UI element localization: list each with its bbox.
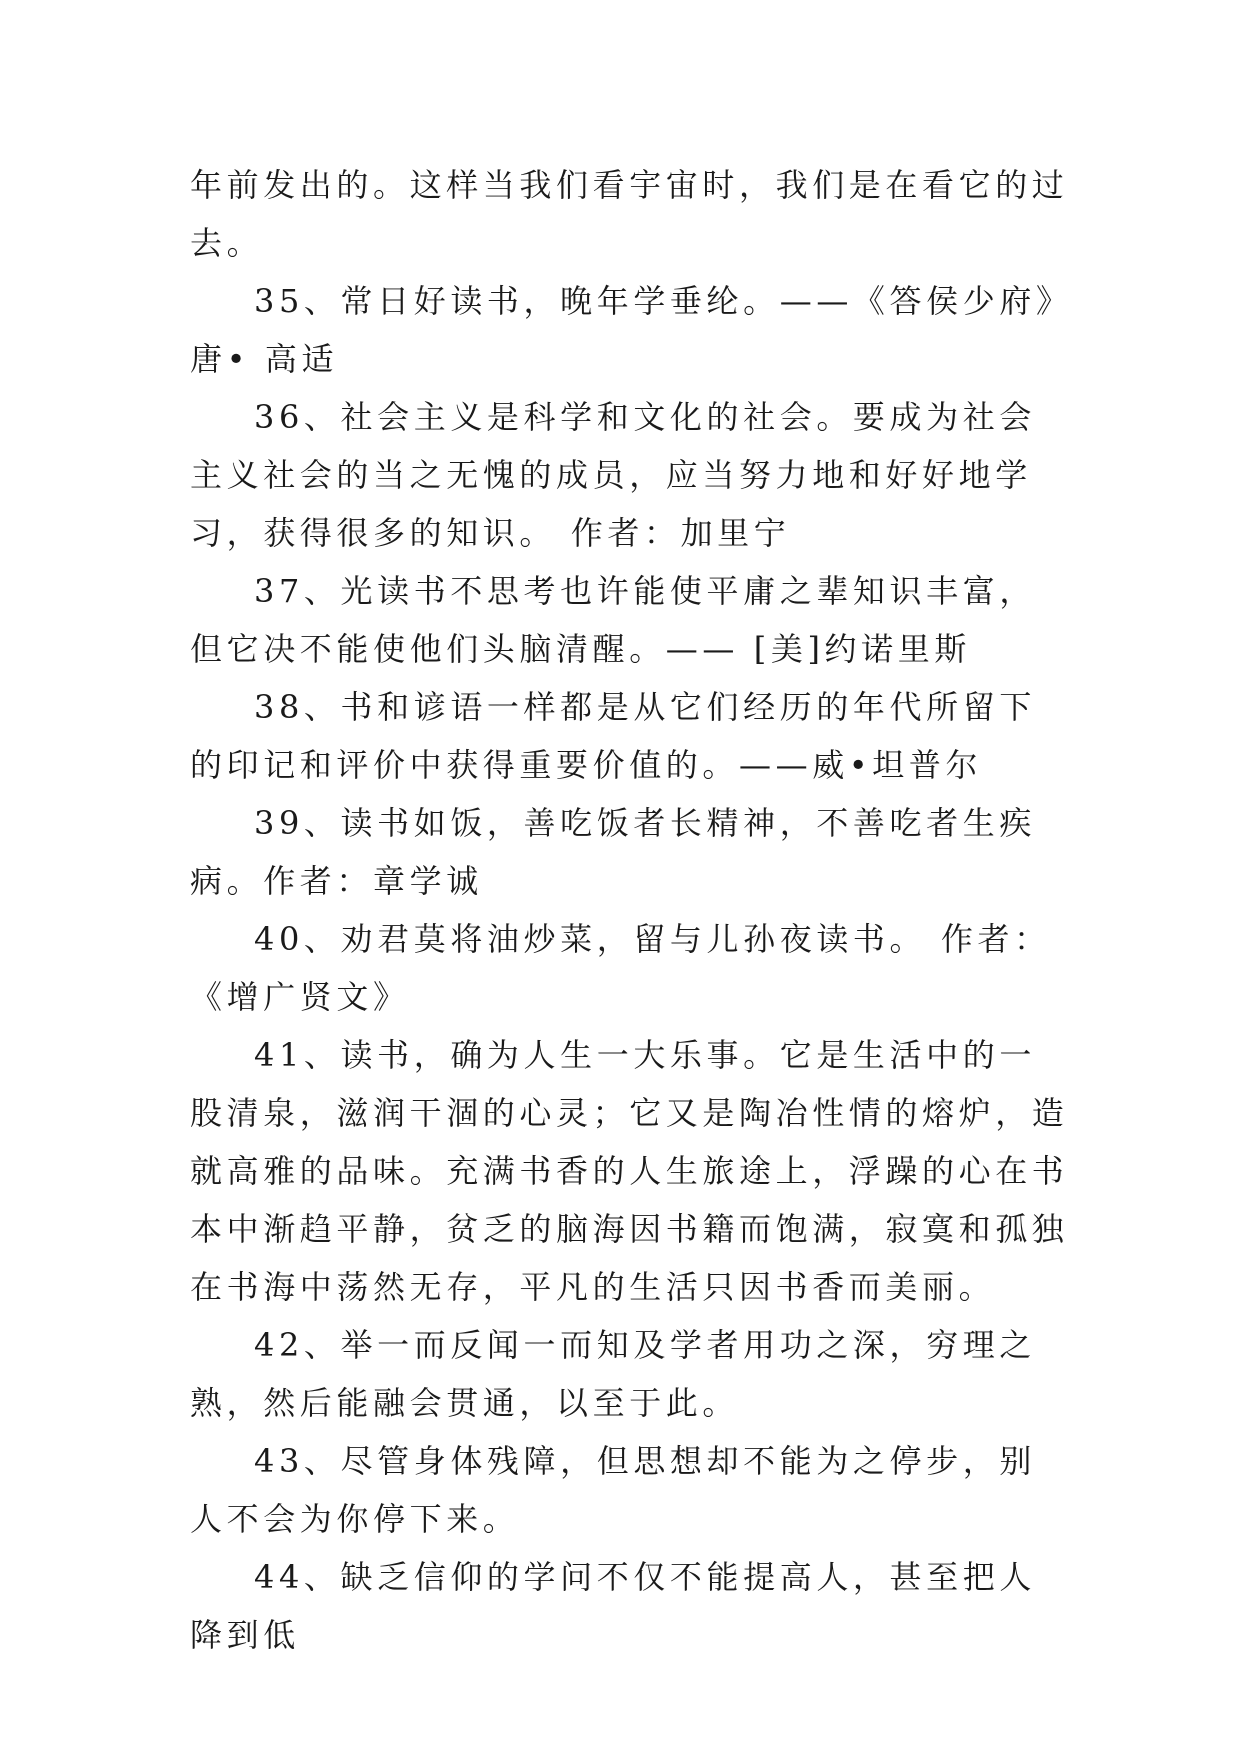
quote-39: 39、读书如饭，善吃饭者长精神，不善吃者生疾病。作者：章学诚 bbox=[190, 804, 1036, 900]
quote-43: 43、尽管身体残障，但思想却不能为之停步，别人不会为你停下来。 bbox=[190, 1442, 1036, 1538]
quote-41: 41、读书，确为人生一大乐事。它是生活中的一股清泉，滋润干涸的心灵；它又是陶冶性情的熔炉，造就高雅的品味。充满书香的人生旅途上，浮躁的心在书本中渐趋平静，贫乏的脑海因书籍而饱满，寂寞和孤独在书海中荡然无存，平凡的生活只因书香而美丽。 bbox=[190, 1036, 1069, 1306]
quote-44: 44、缺乏信仰的学问不仅不能提高人，甚至把人降到低 bbox=[190, 1558, 1036, 1654]
document-body bbox=[190, 156, 1070, 1664]
quote-38: 38、书和谚语一样都是从它们经历的年代所留下的印记和评价中获得重要价值的。——威•坦普尔 bbox=[190, 688, 1036, 784]
quote-40: 40、劝君莫将油炒菜，留与儿孙夜读书。 作者：《增广贤文》 bbox=[190, 920, 1051, 1016]
quote-36: 36、社会主义是科学和文化的社会。要成为社会主义社会的当之无愧的成员，应当努力地和好好地学习，获得很多的知识。 作者：加里宁 bbox=[190, 398, 1036, 552]
quote-42: 42、举一而反闻一而知及学者用功之深，穷理之熟，然后能融会贯通，以至于此。 bbox=[190, 1326, 1036, 1422]
quote-35: 35、常日好读书，晚年学垂纶。——《答侯少府》唐• 高适 bbox=[190, 282, 1057, 378]
quote-37: 37、光读书不思考也许能使平庸之辈知识丰富，但它决不能使他们头脑清醒。—— [美]约诺里斯 bbox=[190, 572, 1036, 668]
paragraph-continuation: 年前发出的。这样当我们看宇宙时，我们是在看它的过去。 bbox=[190, 166, 1069, 262]
